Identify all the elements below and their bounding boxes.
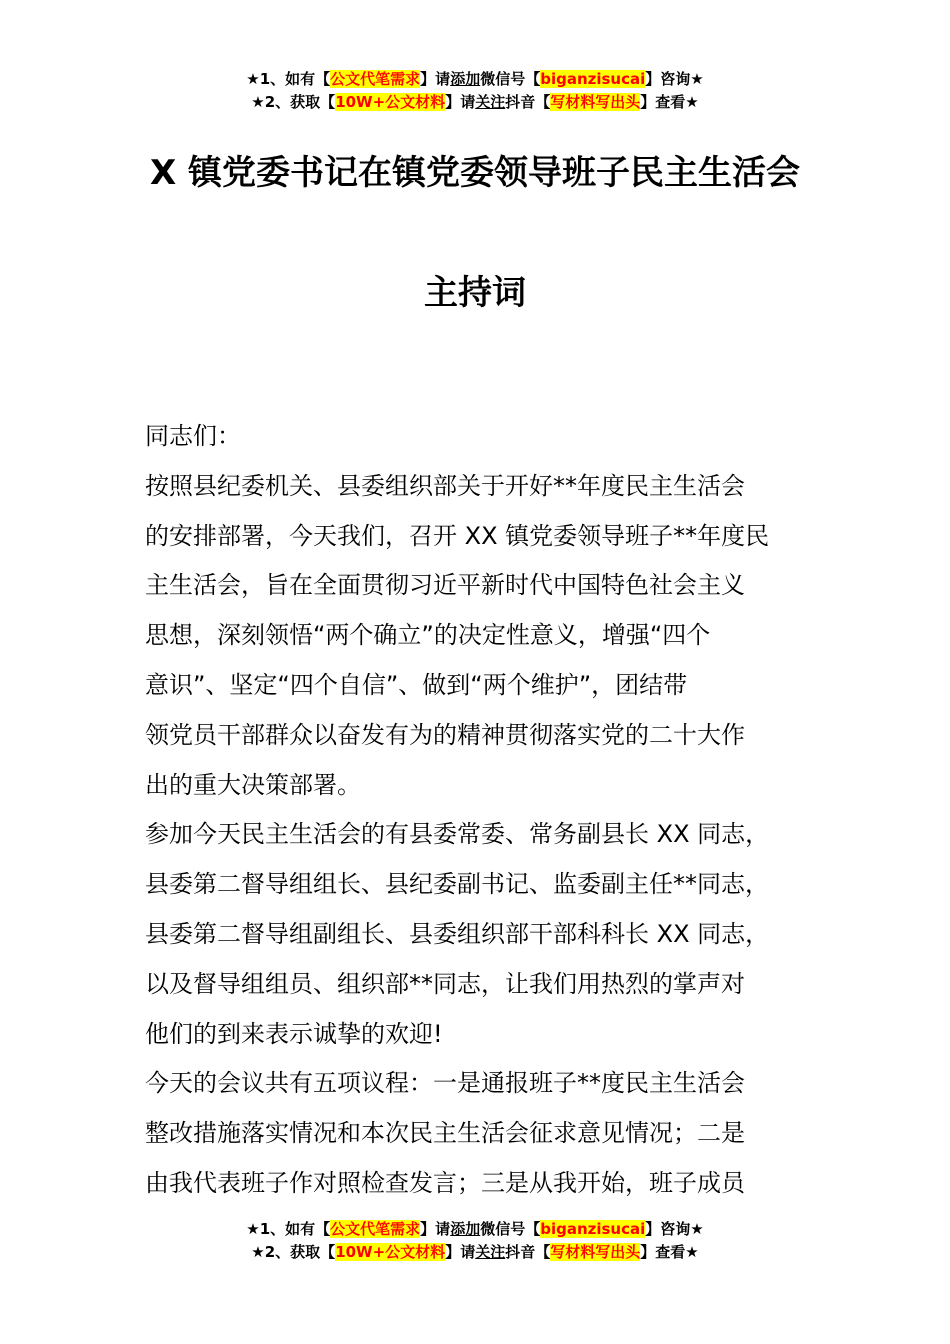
promo-highlight: 公文代笔需求 — [330, 1220, 421, 1238]
promo-text: 微信号【 — [480, 70, 541, 88]
promo-text: 】请 — [420, 70, 451, 88]
body-line: 他们的到来表示诚挚的欢迎! — [145, 1019, 443, 1048]
promo-line-2 — [0, 91, 950, 114]
promo-text: ★2、获取【 — [251, 1243, 336, 1261]
promo-text: 】请 — [420, 1220, 451, 1238]
promo-underline: 关注 — [475, 1243, 506, 1261]
body-line: 同志们： — [145, 422, 241, 450]
promo-underline: 添加 — [450, 70, 481, 88]
promo-text: ★1、如有【 — [246, 1220, 331, 1238]
promo-text: 】请 — [445, 1243, 476, 1261]
promo-text: 抖音【 — [505, 1243, 551, 1261]
document-title-line-1: X 镇党委书记在镇党委领导班子民主生活会 — [149, 153, 801, 193]
promo-highlight: 公文代笔需求 — [330, 70, 421, 88]
body-line: 县委第二督导组组长、县纪委副书记、监委副主任**同志， — [145, 870, 769, 899]
promo-text: 】请 — [445, 93, 476, 111]
promo-line-2 — [0, 1241, 950, 1264]
body-line: 的安排部署，今天我们，召开 XX 镇党委领导班子**年度民 — [145, 521, 770, 550]
footer-promo — [0, 1218, 950, 1264]
document-title-line-2: 主持词 — [424, 273, 526, 313]
body-line: 今天的会议共有五项议程：一是通报班子**度民主生活会 — [145, 1069, 745, 1098]
promo-highlight-douyin: 写材料写出头 — [550, 1243, 641, 1261]
body-line: 参加今天民主生活会的有县委常委、常务副县长 XX 同志， — [145, 820, 770, 849]
promo-highlight: 10W+公文材料 — [335, 93, 446, 111]
body-line: 以及督导组组员、组织部**同志，让我们用热烈的掌声对 — [145, 969, 745, 998]
body-line: 思想，深刻领悟“两个确立”的决定性意义，增强“四个 — [145, 621, 711, 650]
promo-text: 】咨询★ — [645, 70, 704, 88]
body-line: 领党员干部群众以奋发有为的精神贯彻落实党的二十大作 — [145, 720, 745, 749]
promo-text: ★1、如有【 — [246, 70, 331, 88]
promo-text: 】查看★ — [640, 1243, 699, 1261]
promo-highlight: 10W+公文材料 — [335, 1243, 446, 1261]
promo-line-1 — [0, 1218, 950, 1241]
promo-line-1 — [0, 68, 950, 91]
promo-text: ★2、获取【 — [251, 93, 336, 111]
body-line: 出的重大决策部署。 — [145, 770, 361, 799]
promo-underline: 添加 — [450, 1220, 481, 1238]
promo-highlight-wechat: biganzisucai — [540, 1220, 646, 1238]
body-line: 县委第二督导组副组长、县委组织部干部科科长 XX 同志， — [145, 919, 770, 948]
promo-text: 微信号【 — [480, 1220, 541, 1238]
promo-text: 】咨询★ — [645, 1220, 704, 1238]
promo-text: 】查看★ — [640, 93, 699, 111]
body-line: 按照县纪委机关、县委组织部关于开好**年度民主生活会 — [145, 471, 745, 500]
body-line: 整改措施落实情况和本次民主生活会征求意见情况；二是 — [145, 1119, 745, 1148]
promo-underline: 关注 — [475, 93, 506, 111]
body-line: 意识”、坚定“四个自信”、做到“两个维护”，团结带 — [145, 670, 688, 699]
promo-highlight-wechat: biganzisucai — [540, 70, 646, 88]
promo-text: 抖音【 — [505, 93, 551, 111]
promo-highlight-douyin: 写材料写出头 — [550, 93, 641, 111]
body-line: 主生活会，旨在全面贯彻习近平新时代中国特色社会主义 — [145, 571, 745, 600]
body-line: 由我代表班子作对照检查发言；三是从我开始，班子成员 — [145, 1168, 745, 1197]
header-promo — [0, 68, 950, 114]
document-body — [145, 412, 825, 1209]
